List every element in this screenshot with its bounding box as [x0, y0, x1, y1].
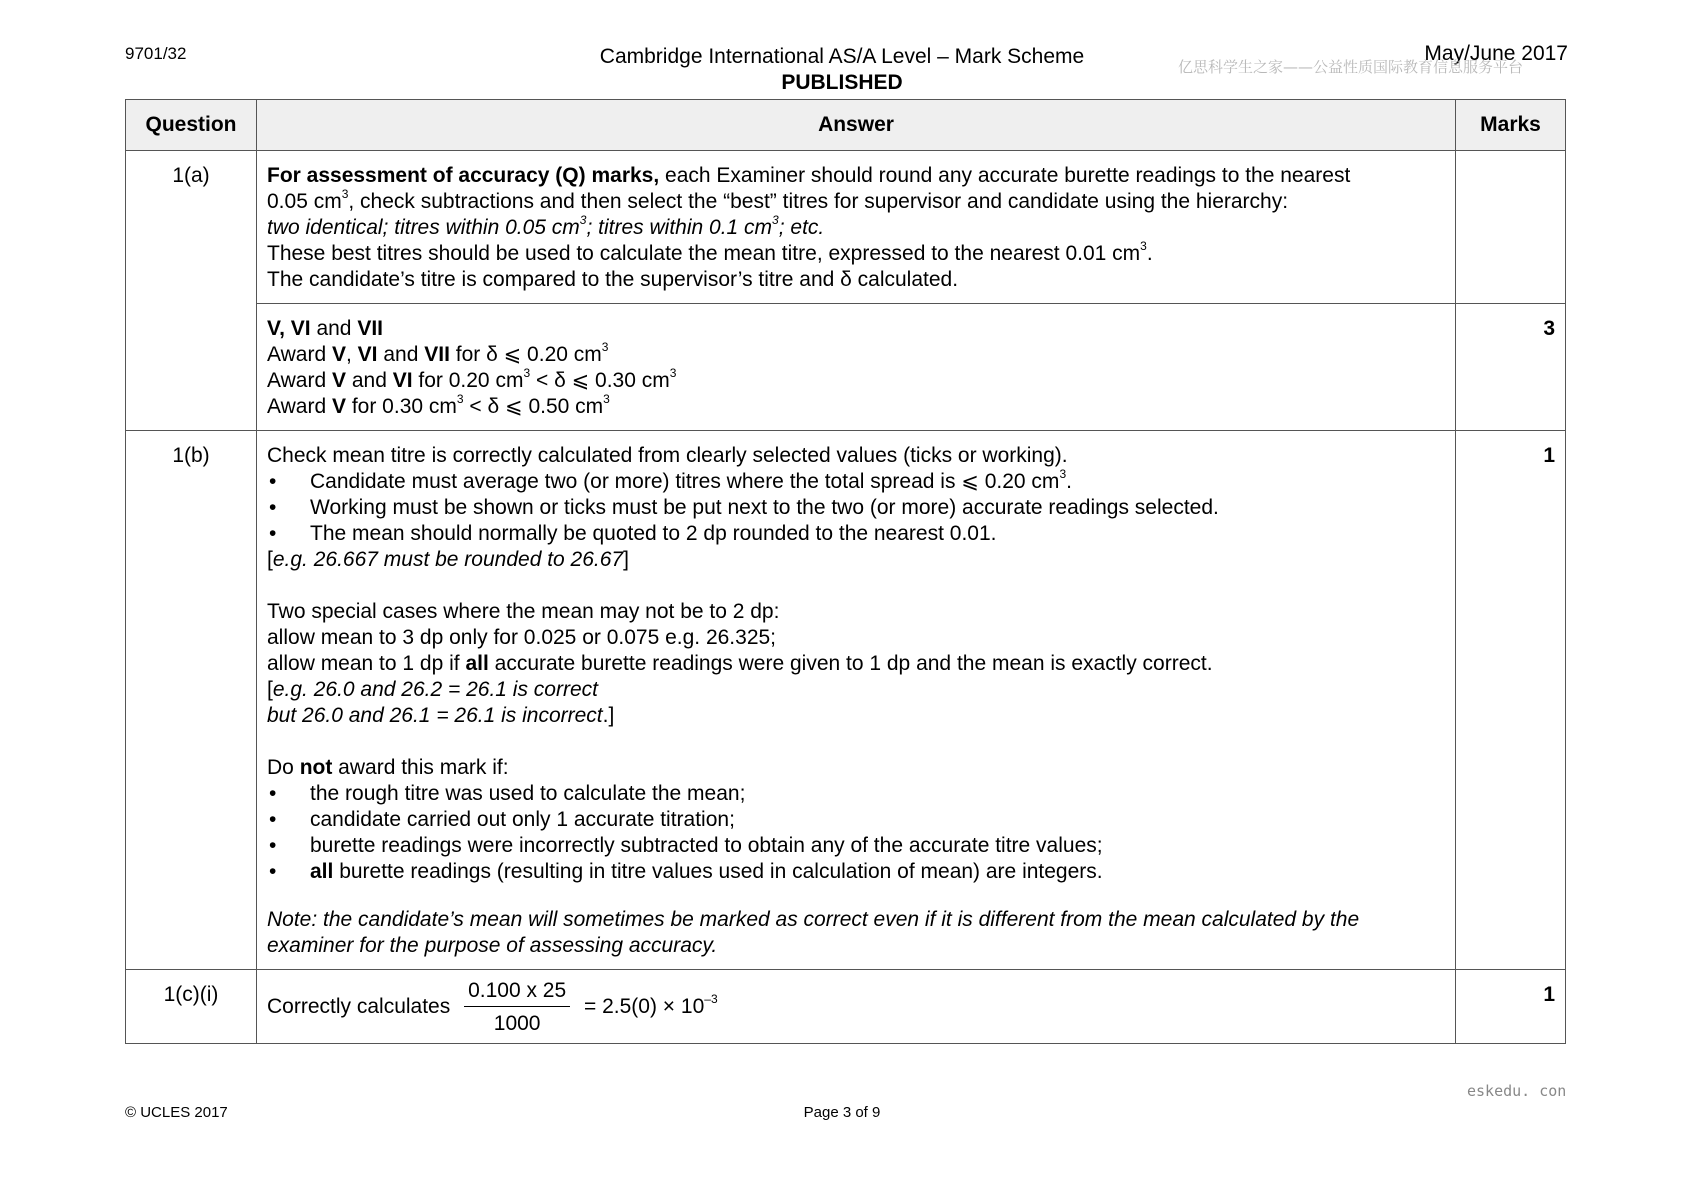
- text: Award: [267, 369, 332, 392]
- accuracy-paragraph: [267, 163, 1445, 215]
- list-item: • the rough titre was used to calculate the mean;: [267, 781, 1445, 807]
- mark-scheme-table: [125, 99, 1566, 1044]
- text: .: [1146, 242, 1153, 265]
- published-label: PUBLISHED: [781, 71, 903, 94]
- bold-text: VI: [392, 369, 413, 392]
- text: Award: [267, 343, 332, 366]
- text: ,: [346, 343, 358, 366]
- delta-line: The candidate’s titre is compared to the supervisor’s titre and δ calculated.: [267, 268, 959, 291]
- superscript: 3: [456, 392, 464, 406]
- example-line: [267, 703, 1445, 729]
- award-line-3: [267, 394, 1445, 420]
- calculation-result: = 2.5(0) × 10: [584, 995, 705, 1019]
- check-mean-line: Check mean titre is correctly calculated from clearly selected values (ticks or working).: [267, 444, 1068, 467]
- text: burette readings (resulting in titre values used in calculation of mean) are integers.: [333, 860, 1103, 883]
- mark-scheme-title: Cambridge International AS/A Level – Mark Scheme: [599, 45, 1085, 68]
- text: .: [1066, 470, 1072, 493]
- answer-column-header: Answer: [257, 100, 1456, 151]
- page-number: Page 3 of 9: [803, 1104, 881, 1121]
- list-item: • The mean should normally be quoted to 2 dp rounded to the nearest 0.01.: [267, 521, 1445, 547]
- requirements-list: [267, 469, 1445, 547]
- list-item: • Working must be shown or ticks must be put next to the two (or more) accurate readings selected.: [267, 495, 1445, 521]
- text: and: [310, 317, 358, 340]
- table-row: [126, 970, 1566, 1044]
- list-item: [267, 859, 1445, 885]
- text: ; etc.: [778, 216, 825, 239]
- bold-text: VII: [357, 317, 384, 340]
- marks-cell: 1: [1456, 970, 1566, 1044]
- bold-text: V: [331, 343, 346, 366]
- text: accurate burette readings were given to 1 dp and the mean is exactly correct.: [488, 652, 1213, 675]
- fraction-numerator: 0.100 x 25: [464, 978, 570, 1007]
- superscript: 3: [341, 187, 349, 201]
- text: < δ ⩽ 0.30 cm: [530, 369, 670, 392]
- text: for δ ⩽ 0.20 cm: [449, 343, 602, 366]
- bold-text: ,: [279, 317, 291, 340]
- text: , check subtractions and then select the “best” titres for supervisor and candidate using the hierarchy:: [348, 190, 1289, 213]
- bold-text: V: [267, 317, 280, 340]
- table-row: [126, 151, 1566, 304]
- question-label: 1(c)(i): [126, 970, 257, 1044]
- marks-column-header: Marks: [1456, 100, 1566, 151]
- bold-text: V: [331, 369, 346, 392]
- text: and: [346, 369, 393, 392]
- superscript: 3: [601, 340, 609, 354]
- text: [: [267, 548, 273, 571]
- text: Do: [267, 756, 300, 779]
- exponent: –3: [704, 992, 718, 1007]
- hierarchy-line: [267, 215, 1445, 241]
- question-label: 1(b): [126, 431, 257, 970]
- text: ; titres within 0.1 cm: [586, 216, 773, 239]
- question-column-header: Question: [126, 100, 257, 151]
- answer-cell: [257, 151, 1456, 304]
- text: < δ ⩽ 0.50 cm: [463, 395, 604, 418]
- text: and: [377, 343, 425, 366]
- fraction: [464, 978, 570, 1037]
- paper-code: 9701/32: [125, 44, 187, 63]
- mean-titre-line: [267, 241, 1445, 267]
- bold-text: not: [299, 756, 333, 779]
- answer-cell: [257, 304, 1456, 431]
- table-header-row: [126, 100, 1566, 151]
- special-cases-line: Two special cases where the mean may not be to 2 dp:: [267, 600, 780, 623]
- table-row: [126, 431, 1566, 970]
- marks-cell: [1456, 151, 1566, 304]
- marks-cell: 3: [1456, 304, 1566, 431]
- text: 0.05 cm: [267, 190, 342, 213]
- copyright-text: © UCLES 2017: [125, 1104, 228, 1121]
- table-row: [126, 304, 1566, 431]
- calculation-prefix: Correctly calculates: [267, 995, 451, 1019]
- fraction-denominator: 1000: [493, 1012, 541, 1035]
- bold-text: VI: [357, 343, 378, 366]
- allow-line-1: allow mean to 3 dp only for 0.025 or 0.075 e.g. 26.325;: [267, 626, 777, 649]
- text: each Examiner should round any accurate burette readings to the nearest: [659, 164, 1351, 187]
- text: [: [267, 678, 273, 701]
- list-item: • candidate carried out only 1 accurate titration;: [267, 807, 1445, 833]
- exclusions-list: [267, 781, 1445, 885]
- superscript: 3: [523, 366, 531, 380]
- question-label: 1(a): [126, 151, 257, 431]
- text: award this mark if:: [332, 756, 509, 779]
- superscript: 3: [1059, 467, 1067, 481]
- answer-cell: [257, 970, 1456, 1044]
- award-line-2: [267, 368, 1445, 394]
- superscript: 3: [669, 366, 677, 380]
- answer-cell: [257, 431, 1456, 970]
- text: for 0.20 cm: [412, 369, 524, 392]
- text: .]: [602, 704, 615, 727]
- text: Award: [267, 395, 332, 418]
- bold-text: VII: [424, 343, 450, 366]
- award-line-1: [267, 342, 1445, 368]
- text: allow mean to 1 dp if: [267, 652, 466, 675]
- marks-cell: 1: [1456, 431, 1566, 970]
- bold-text: V: [331, 395, 346, 418]
- watermark-text: 亿思科学生之家——公益性质国际教育信息服务平台: [1178, 58, 1524, 76]
- note-paragraph: Note: the candidate’s mean will sometimes be marked as correct even if it is different from the mean calculated by the examiner for the purpose of assessing accuracy.: [267, 908, 1360, 957]
- bold-text: all: [310, 860, 334, 883]
- bold-text: VI: [290, 317, 311, 340]
- award-heading: [267, 316, 1445, 342]
- example-line: [267, 547, 1445, 573]
- text: Candidate must average two (or more) titres where the total spread is ⩽ 0.20 cm: [310, 470, 1060, 493]
- bold-text: all: [465, 652, 489, 675]
- text: ]: [623, 548, 629, 571]
- exam-session: May/June 2017: [1424, 42, 1568, 65]
- bold-text: For assessment of accuracy (Q) marks,: [267, 164, 660, 187]
- italic-text: but 26.0 and 26.1 = 26.1 is incorrect: [267, 704, 603, 727]
- text: for 0.30 cm: [346, 395, 457, 418]
- superscript: 3: [603, 392, 610, 406]
- list-item: • burette readings were incorrectly subtracted to obtain any of the accurate titre values;: [267, 833, 1445, 859]
- site-watermark: eskedu. con: [1467, 1082, 1567, 1100]
- superscript: 3: [772, 213, 779, 227]
- allow-line-2: [267, 651, 1445, 677]
- text: These best titres should be used to calculate the mean titre, expressed to the nearest 0.01 cm: [267, 242, 1141, 265]
- do-not-award-line: [267, 755, 1445, 781]
- example-line: [267, 677, 1445, 703]
- italic-text: e.g. 26.0 and 26.2 = 26.1 is correct: [272, 678, 598, 701]
- list-item: [267, 469, 1445, 495]
- text: two identical; titres within 0.05 cm: [267, 216, 580, 239]
- italic-text: e.g. 26.667 must be rounded to 26.67: [272, 548, 624, 571]
- superscript: 3: [1140, 239, 1147, 253]
- superscript: 3: [579, 213, 587, 227]
